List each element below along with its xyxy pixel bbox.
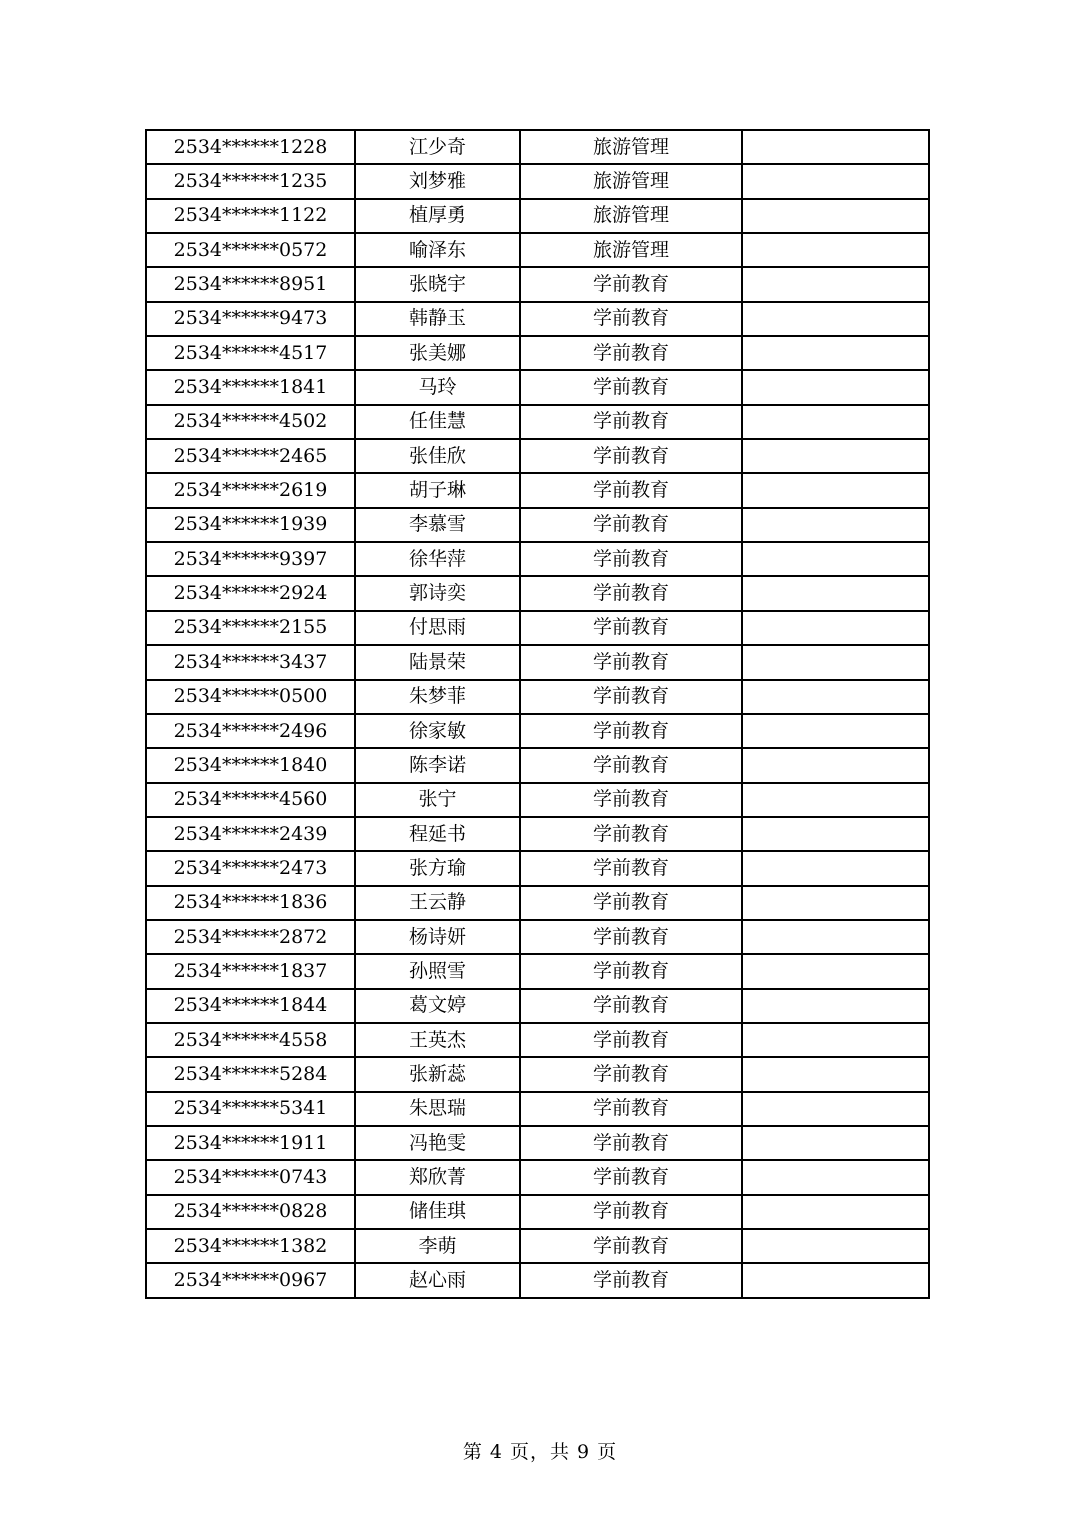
student-id-cell: 2534******2155	[146, 611, 355, 645]
student-id-cell: 2534******1939	[146, 508, 355, 542]
student-name-cell: 胡子琳	[355, 473, 520, 507]
table-row	[146, 783, 929, 817]
student-id-cell: 2534******3437	[146, 645, 355, 679]
table-row	[146, 1126, 929, 1160]
note-cell	[742, 714, 929, 748]
note-cell	[742, 954, 929, 988]
table-row	[146, 714, 929, 748]
major-cell: 旅游管理	[520, 233, 742, 267]
note-cell	[742, 370, 929, 404]
student-name-cell: 葛文婷	[355, 989, 520, 1023]
student-name-cell: 朱梦菲	[355, 680, 520, 714]
major-cell: 学前教育	[520, 508, 742, 542]
note-cell	[742, 989, 929, 1023]
student-id-cell: 2534******1836	[146, 886, 355, 920]
table-row	[146, 199, 929, 233]
student-id-cell: 2534******2496	[146, 714, 355, 748]
student-id-cell: 2534******5341	[146, 1092, 355, 1126]
table-row	[146, 1092, 929, 1126]
table-row	[146, 370, 929, 404]
student-name-cell: 刘梦雅	[355, 164, 520, 198]
major-cell: 学前教育	[520, 336, 742, 370]
table-row	[146, 645, 929, 679]
major-cell: 学前教育	[520, 405, 742, 439]
note-cell	[742, 164, 929, 198]
major-cell: 学前教育	[520, 920, 742, 954]
student-name-cell: 李慕雪	[355, 508, 520, 542]
student-id-cell: 2534******2872	[146, 920, 355, 954]
student-name-cell: 郑欣菁	[355, 1160, 520, 1194]
student-name-cell: 王云静	[355, 886, 520, 920]
major-cell: 学前教育	[520, 886, 742, 920]
student-id-cell: 2534******4517	[146, 336, 355, 370]
page-number: 第 4 页，共 9 页	[462, 1441, 618, 1463]
student-id-cell: 2534******1844	[146, 989, 355, 1023]
note-cell	[742, 130, 929, 164]
note-cell	[742, 405, 929, 439]
table-row	[146, 1195, 929, 1229]
student-id-cell: 2534******1837	[146, 954, 355, 988]
note-cell	[742, 199, 929, 233]
student-id-cell: 2534******1122	[146, 199, 355, 233]
major-cell: 学前教育	[520, 473, 742, 507]
table-row	[146, 1160, 929, 1194]
note-cell	[742, 302, 929, 336]
student-name-cell: 张新蕊	[355, 1057, 520, 1091]
table-row	[146, 130, 929, 164]
student-id-cell: 2534******5284	[146, 1057, 355, 1091]
major-cell: 学前教育	[520, 439, 742, 473]
major-cell: 学前教育	[520, 542, 742, 576]
student-id-cell: 2534******0743	[146, 1160, 355, 1194]
student-name-cell: 王英杰	[355, 1023, 520, 1057]
major-cell: 学前教育	[520, 783, 742, 817]
major-cell: 学前教育	[520, 302, 742, 336]
note-cell	[742, 439, 929, 473]
student-id-cell: 2534******9473	[146, 302, 355, 336]
student-id-cell: 2534******1841	[146, 370, 355, 404]
student-name-cell: 江少奇	[355, 130, 520, 164]
student-id-cell: 2534******1228	[146, 130, 355, 164]
major-cell: 学前教育	[520, 1092, 742, 1126]
student-id-cell: 2534******4558	[146, 1023, 355, 1057]
student-id-cell: 2534******2619	[146, 473, 355, 507]
student-id-cell: 2534******1235	[146, 164, 355, 198]
note-cell	[742, 783, 929, 817]
note-cell	[742, 645, 929, 679]
major-cell: 旅游管理	[520, 199, 742, 233]
major-cell: 学前教育	[520, 954, 742, 988]
table-row	[146, 508, 929, 542]
table-row	[146, 611, 929, 645]
student-name-cell: 任佳慧	[355, 405, 520, 439]
student-name-cell: 喻泽东	[355, 233, 520, 267]
table-row	[146, 233, 929, 267]
table-row	[146, 267, 929, 301]
student-name-cell: 张晓宇	[355, 267, 520, 301]
student-id-cell: 2534******0828	[146, 1195, 355, 1229]
major-cell: 学前教育	[520, 1057, 742, 1091]
student-id-cell: 2534******1840	[146, 748, 355, 782]
table-row	[146, 1229, 929, 1263]
table-row	[146, 989, 929, 1023]
student-id-cell: 2534******0967	[146, 1263, 355, 1297]
note-cell	[742, 680, 929, 714]
major-cell: 学前教育	[520, 611, 742, 645]
note-cell	[742, 817, 929, 851]
major-cell: 学前教育	[520, 576, 742, 610]
student-name-cell: 郭诗奕	[355, 576, 520, 610]
student-name-cell: 马玲	[355, 370, 520, 404]
note-cell	[742, 542, 929, 576]
note-cell	[742, 576, 929, 610]
student-name-cell: 冯艳雯	[355, 1126, 520, 1160]
student-name-cell: 李萌	[355, 1229, 520, 1263]
note-cell	[742, 1057, 929, 1091]
note-cell	[742, 920, 929, 954]
table-row	[146, 439, 929, 473]
student-name-cell: 杨诗妍	[355, 920, 520, 954]
note-cell	[742, 336, 929, 370]
note-cell	[742, 886, 929, 920]
table-row	[146, 576, 929, 610]
table-row	[146, 405, 929, 439]
student-name-cell: 张美娜	[355, 336, 520, 370]
note-cell	[742, 1092, 929, 1126]
major-cell: 学前教育	[520, 645, 742, 679]
note-cell	[742, 851, 929, 885]
table-row	[146, 851, 929, 885]
major-cell: 学前教育	[520, 714, 742, 748]
student-name-cell: 韩静玉	[355, 302, 520, 336]
table-row	[146, 1263, 929, 1297]
major-cell: 学前教育	[520, 817, 742, 851]
student-id-cell: 2534******8951	[146, 267, 355, 301]
table-row	[146, 954, 929, 988]
table-row	[146, 1023, 929, 1057]
note-cell	[742, 1023, 929, 1057]
table-row	[146, 680, 929, 714]
table-row	[146, 886, 929, 920]
student-name-cell: 孙照雪	[355, 954, 520, 988]
student-id-cell: 2534******0572	[146, 233, 355, 267]
student-id-cell: 2534******2473	[146, 851, 355, 885]
roster-table	[145, 129, 930, 1299]
student-name-cell: 徐家敏	[355, 714, 520, 748]
note-cell	[742, 1195, 929, 1229]
table-row	[146, 302, 929, 336]
student-name-cell: 张佳欣	[355, 439, 520, 473]
note-cell	[742, 748, 929, 782]
note-cell	[742, 1160, 929, 1194]
major-cell: 学前教育	[520, 370, 742, 404]
note-cell	[742, 508, 929, 542]
student-name-cell: 付思雨	[355, 611, 520, 645]
roster-table-body	[146, 130, 929, 1298]
note-cell	[742, 233, 929, 267]
major-cell: 旅游管理	[520, 164, 742, 198]
major-cell: 学前教育	[520, 267, 742, 301]
major-cell: 学前教育	[520, 680, 742, 714]
student-id-cell: 2534******2439	[146, 817, 355, 851]
student-name-cell: 植厚勇	[355, 199, 520, 233]
major-cell: 学前教育	[520, 1023, 742, 1057]
major-cell: 学前教育	[520, 1195, 742, 1229]
student-name-cell: 陈李诺	[355, 748, 520, 782]
table-row	[146, 1057, 929, 1091]
student-id-cell: 2534******0500	[146, 680, 355, 714]
student-name-cell: 陆景荣	[355, 645, 520, 679]
table-row	[146, 817, 929, 851]
table-row	[146, 748, 929, 782]
table-row	[146, 920, 929, 954]
student-id-cell: 2534******9397	[146, 542, 355, 576]
student-name-cell: 徐华萍	[355, 542, 520, 576]
note-cell	[742, 267, 929, 301]
student-name-cell: 储佳琪	[355, 1195, 520, 1229]
student-name-cell: 张方瑜	[355, 851, 520, 885]
student-id-cell: 2534******2465	[146, 439, 355, 473]
student-name-cell: 朱思瑞	[355, 1092, 520, 1126]
note-cell	[742, 1263, 929, 1297]
major-cell: 学前教育	[520, 1263, 742, 1297]
table-row	[146, 164, 929, 198]
major-cell: 学前教育	[520, 1160, 742, 1194]
table-row	[146, 542, 929, 576]
table-row	[146, 336, 929, 370]
student-id-cell: 2534******4560	[146, 783, 355, 817]
major-cell: 学前教育	[520, 989, 742, 1023]
student-id-cell: 2534******1911	[146, 1126, 355, 1160]
student-name-cell: 张宁	[355, 783, 520, 817]
major-cell: 学前教育	[520, 1229, 742, 1263]
note-cell	[742, 611, 929, 645]
table-row	[146, 473, 929, 507]
note-cell	[742, 1126, 929, 1160]
student-name-cell: 赵心雨	[355, 1263, 520, 1297]
student-name-cell: 程延书	[355, 817, 520, 851]
note-cell	[742, 1229, 929, 1263]
student-id-cell: 2534******4502	[146, 405, 355, 439]
major-cell: 学前教育	[520, 748, 742, 782]
student-id-cell: 2534******2924	[146, 576, 355, 610]
student-id-cell: 2534******1382	[146, 1229, 355, 1263]
major-cell: 学前教育	[520, 1126, 742, 1160]
note-cell	[742, 473, 929, 507]
major-cell: 旅游管理	[520, 130, 742, 164]
major-cell: 学前教育	[520, 851, 742, 885]
